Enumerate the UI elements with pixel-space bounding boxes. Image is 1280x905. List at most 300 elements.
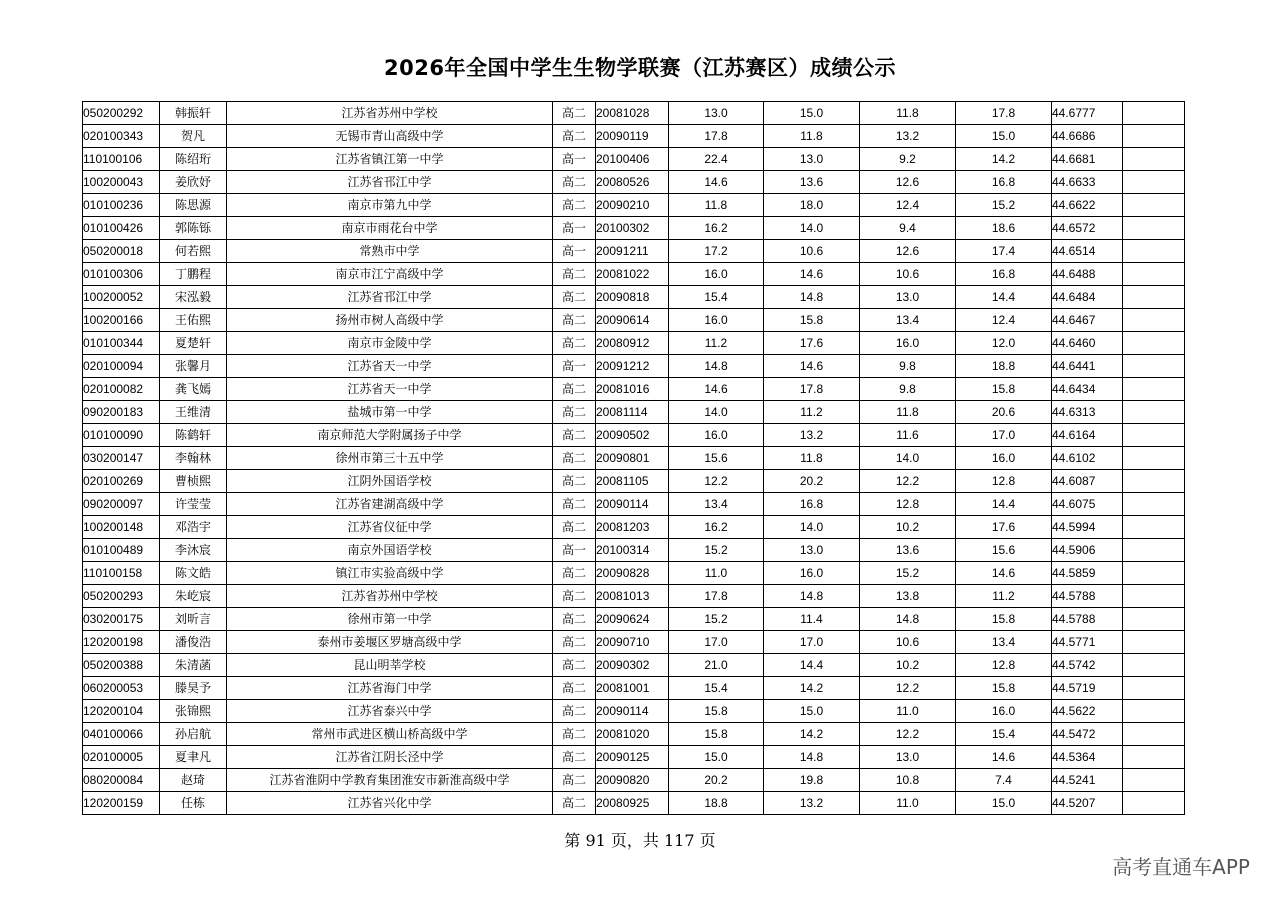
grade-cell: 高二	[553, 608, 596, 631]
school-cell: 南京市雨花台中学	[227, 217, 553, 240]
extra-cell	[1123, 217, 1185, 240]
name-cell: 滕昊予	[160, 677, 227, 700]
student-id-cell: 010100236	[83, 194, 160, 217]
table-row	[83, 171, 1185, 194]
extra-cell	[1123, 378, 1185, 401]
total-score-cell: 44.5207	[1052, 792, 1123, 815]
school-cell: 常州市武进区横山桥高级中学	[227, 723, 553, 746]
score-2-cell: 14.0	[764, 217, 860, 240]
extra-cell	[1123, 631, 1185, 654]
score-1-cell: 14.0	[669, 401, 764, 424]
school-cell: 南京市江宁高级中学	[227, 263, 553, 286]
student-id-cell: 100200166	[83, 309, 160, 332]
score-3-cell: 13.2	[860, 125, 956, 148]
name-cell: 张锦熙	[160, 700, 227, 723]
score-2-cell: 16.8	[764, 493, 860, 516]
total-score-cell: 44.6572	[1052, 217, 1123, 240]
score-2-cell: 18.0	[764, 194, 860, 217]
score-3-cell: 10.8	[860, 769, 956, 792]
score-3-cell: 14.8	[860, 608, 956, 631]
table-row	[83, 746, 1185, 769]
score-1-cell: 21.0	[669, 654, 764, 677]
grade-cell: 高二	[553, 700, 596, 723]
score-1-cell: 15.2	[669, 539, 764, 562]
grade-cell: 高二	[553, 286, 596, 309]
score-1-cell: 15.0	[669, 746, 764, 769]
table-row	[83, 240, 1185, 263]
birthdate-cell: 20090801	[596, 447, 669, 470]
student-id-cell: 120200159	[83, 792, 160, 815]
table-row	[83, 631, 1185, 654]
score-1-cell: 22.4	[669, 148, 764, 171]
student-id-cell: 100200052	[83, 286, 160, 309]
name-cell: 丁鹏程	[160, 263, 227, 286]
total-score-cell: 44.6087	[1052, 470, 1123, 493]
score-1-cell: 11.2	[669, 332, 764, 355]
grade-cell: 高二	[553, 516, 596, 539]
school-cell: 江苏省仪征中学	[227, 516, 553, 539]
birthdate-cell: 20090302	[596, 654, 669, 677]
score-1-cell: 17.8	[669, 125, 764, 148]
total-score-cell: 44.5906	[1052, 539, 1123, 562]
total-score-cell: 44.5859	[1052, 562, 1123, 585]
grade-cell: 高二	[553, 631, 596, 654]
school-cell: 南京师范大学附属扬子中学	[227, 424, 553, 447]
name-cell: 何若熙	[160, 240, 227, 263]
score-3-cell: 14.0	[860, 447, 956, 470]
school-cell: 昆山明莘学校	[227, 654, 553, 677]
student-id-cell: 110100158	[83, 562, 160, 585]
score-2-cell: 14.6	[764, 263, 860, 286]
school-cell: 无锡市青山高级中学	[227, 125, 553, 148]
name-cell: 宋泓毅	[160, 286, 227, 309]
grade-cell: 高二	[553, 677, 596, 700]
score-3-cell: 12.2	[860, 723, 956, 746]
score-3-cell: 13.6	[860, 539, 956, 562]
school-cell: 江苏省江阴长泾中学	[227, 746, 553, 769]
score-3-cell: 13.4	[860, 309, 956, 332]
name-cell: 张馨月	[160, 355, 227, 378]
extra-cell	[1123, 401, 1185, 424]
extra-cell	[1123, 769, 1185, 792]
table-row	[83, 516, 1185, 539]
total-score-cell: 44.6484	[1052, 286, 1123, 309]
birthdate-cell: 20081020	[596, 723, 669, 746]
score-1-cell: 13.0	[669, 102, 764, 125]
total-score-cell: 44.6102	[1052, 447, 1123, 470]
birthdate-cell: 20090828	[596, 562, 669, 585]
student-id-cell: 010100426	[83, 217, 160, 240]
grade-cell: 高二	[553, 792, 596, 815]
score-2-cell: 14.2	[764, 723, 860, 746]
total-score-cell: 44.5994	[1052, 516, 1123, 539]
score-3-cell: 15.2	[860, 562, 956, 585]
score-2-cell: 13.2	[764, 792, 860, 815]
student-id-cell: 100200148	[83, 516, 160, 539]
birthdate-cell: 20091211	[596, 240, 669, 263]
school-cell: 江苏省建湖高级中学	[227, 493, 553, 516]
score-1-cell: 16.0	[669, 263, 764, 286]
school-cell: 徐州市第一中学	[227, 608, 553, 631]
table-row	[83, 102, 1185, 125]
score-1-cell: 15.8	[669, 723, 764, 746]
score-4-cell: 15.0	[956, 125, 1052, 148]
score-4-cell: 15.8	[956, 608, 1052, 631]
name-cell: 夏楚轩	[160, 332, 227, 355]
school-cell: 江苏省兴化中学	[227, 792, 553, 815]
extra-cell	[1123, 677, 1185, 700]
score-2-cell: 11.8	[764, 125, 860, 148]
total-score-cell: 44.5788	[1052, 585, 1123, 608]
score-4-cell: 16.0	[956, 447, 1052, 470]
total-score-cell: 44.6434	[1052, 378, 1123, 401]
score-4-cell: 15.6	[956, 539, 1052, 562]
birthdate-cell: 20081016	[596, 378, 669, 401]
score-4-cell: 12.8	[956, 654, 1052, 677]
score-1-cell: 14.6	[669, 378, 764, 401]
school-cell: 南京市金陵中学	[227, 332, 553, 355]
table-row	[83, 401, 1185, 424]
grade-cell: 高一	[553, 355, 596, 378]
score-3-cell: 12.4	[860, 194, 956, 217]
grade-cell: 高二	[553, 470, 596, 493]
grade-cell: 高二	[553, 424, 596, 447]
score-3-cell: 12.6	[860, 240, 956, 263]
score-4-cell: 18.6	[956, 217, 1052, 240]
score-4-cell: 7.4	[956, 769, 1052, 792]
score-3-cell: 11.0	[860, 792, 956, 815]
score-1-cell: 15.2	[669, 608, 764, 631]
extra-cell	[1123, 125, 1185, 148]
extra-cell	[1123, 171, 1185, 194]
grade-cell: 高一	[553, 240, 596, 263]
birthdate-cell: 20090818	[596, 286, 669, 309]
score-2-cell: 14.0	[764, 516, 860, 539]
table-row	[83, 148, 1185, 171]
score-1-cell: 18.8	[669, 792, 764, 815]
total-score-cell: 44.5742	[1052, 654, 1123, 677]
school-cell: 江苏省镇江第一中学	[227, 148, 553, 171]
score-4-cell: 16.8	[956, 171, 1052, 194]
score-1-cell: 16.0	[669, 309, 764, 332]
name-cell: 龚飞嫣	[160, 378, 227, 401]
score-2-cell: 16.0	[764, 562, 860, 585]
school-cell: 镇江市实验高级中学	[227, 562, 553, 585]
grade-cell: 高二	[553, 263, 596, 286]
school-cell: 江苏省苏州中学校	[227, 102, 553, 125]
score-4-cell: 12.8	[956, 470, 1052, 493]
score-2-cell: 15.0	[764, 700, 860, 723]
school-cell: 江苏省邗江中学	[227, 171, 553, 194]
extra-cell	[1123, 470, 1185, 493]
student-id-cell: 120200104	[83, 700, 160, 723]
total-score-cell: 44.6681	[1052, 148, 1123, 171]
score-3-cell: 10.2	[860, 654, 956, 677]
extra-cell	[1123, 332, 1185, 355]
table-row	[83, 585, 1185, 608]
table-row	[83, 700, 1185, 723]
name-cell: 朱清菡	[160, 654, 227, 677]
total-score-cell: 44.6313	[1052, 401, 1123, 424]
student-id-cell: 120200198	[83, 631, 160, 654]
total-score-cell: 44.6164	[1052, 424, 1123, 447]
school-cell: 江苏省淮阴中学教育集团淮安市新淮高级中学	[227, 769, 553, 792]
table-row	[83, 355, 1185, 378]
table-row	[83, 677, 1185, 700]
school-cell: 江苏省海门中学	[227, 677, 553, 700]
extra-cell	[1123, 792, 1185, 815]
page-title: 2026年全国中学生生物学联赛（江苏赛区）成绩公示	[384, 56, 896, 80]
score-2-cell: 17.8	[764, 378, 860, 401]
score-2-cell: 15.8	[764, 309, 860, 332]
score-1-cell: 16.2	[669, 516, 764, 539]
score-3-cell: 10.6	[860, 631, 956, 654]
grade-cell: 高二	[553, 401, 596, 424]
score-4-cell: 14.4	[956, 493, 1052, 516]
score-4-cell: 18.8	[956, 355, 1052, 378]
school-cell: 徐州市第三十五中学	[227, 447, 553, 470]
name-cell: 许莹莹	[160, 493, 227, 516]
name-cell: 曹桢熙	[160, 470, 227, 493]
name-cell: 朱屹宸	[160, 585, 227, 608]
extra-cell	[1123, 654, 1185, 677]
birthdate-cell: 20081114	[596, 401, 669, 424]
extra-cell	[1123, 723, 1185, 746]
score-4-cell: 15.2	[956, 194, 1052, 217]
name-cell: 陈鹤轩	[160, 424, 227, 447]
score-4-cell: 17.0	[956, 424, 1052, 447]
score-1-cell: 15.6	[669, 447, 764, 470]
score-1-cell: 14.6	[669, 171, 764, 194]
birthdate-cell: 20100406	[596, 148, 669, 171]
score-2-cell: 13.6	[764, 171, 860, 194]
score-2-cell: 11.4	[764, 608, 860, 631]
table-row	[83, 470, 1185, 493]
score-3-cell: 12.6	[860, 171, 956, 194]
birthdate-cell: 20090710	[596, 631, 669, 654]
total-score-cell: 44.6460	[1052, 332, 1123, 355]
score-3-cell: 11.8	[860, 102, 956, 125]
total-score-cell: 44.5472	[1052, 723, 1123, 746]
student-id-cell: 010100489	[83, 539, 160, 562]
name-cell: 孙启航	[160, 723, 227, 746]
school-cell: 江苏省天一中学	[227, 355, 553, 378]
name-cell: 李翰林	[160, 447, 227, 470]
total-score-cell: 44.5622	[1052, 700, 1123, 723]
table-row	[83, 424, 1185, 447]
name-cell: 韩振轩	[160, 102, 227, 125]
extra-cell	[1123, 309, 1185, 332]
score-3-cell: 10.2	[860, 516, 956, 539]
score-3-cell: 13.0	[860, 286, 956, 309]
birthdate-cell: 20100302	[596, 217, 669, 240]
score-3-cell: 13.0	[860, 746, 956, 769]
score-3-cell: 12.2	[860, 470, 956, 493]
table-row	[83, 654, 1185, 677]
extra-cell	[1123, 585, 1185, 608]
table-row	[83, 125, 1185, 148]
name-cell: 陈思源	[160, 194, 227, 217]
student-id-cell: 010100306	[83, 263, 160, 286]
score-2-cell: 14.2	[764, 677, 860, 700]
table-row	[83, 194, 1185, 217]
score-3-cell: 9.8	[860, 355, 956, 378]
score-4-cell: 12.0	[956, 332, 1052, 355]
table-row	[83, 608, 1185, 631]
extra-cell	[1123, 263, 1185, 286]
score-1-cell: 14.8	[669, 355, 764, 378]
grade-cell: 高二	[553, 654, 596, 677]
student-id-cell: 100200043	[83, 171, 160, 194]
total-score-cell: 44.6075	[1052, 493, 1123, 516]
table-row	[83, 378, 1185, 401]
student-id-cell: 050200292	[83, 102, 160, 125]
table-row	[83, 217, 1185, 240]
score-2-cell: 20.2	[764, 470, 860, 493]
name-cell: 郭陈铄	[160, 217, 227, 240]
student-id-cell: 010100344	[83, 332, 160, 355]
total-score-cell: 44.5241	[1052, 769, 1123, 792]
grade-cell: 高二	[553, 562, 596, 585]
score-4-cell: 15.4	[956, 723, 1052, 746]
score-2-cell: 19.8	[764, 769, 860, 792]
score-4-cell: 16.8	[956, 263, 1052, 286]
score-3-cell: 11.6	[860, 424, 956, 447]
score-1-cell: 15.4	[669, 677, 764, 700]
score-1-cell: 15.8	[669, 700, 764, 723]
score-2-cell: 17.6	[764, 332, 860, 355]
page-number: 第 91 页，共 117 页	[564, 831, 716, 850]
score-table	[82, 101, 1185, 815]
table-row	[83, 309, 1185, 332]
grade-cell: 高二	[553, 769, 596, 792]
score-3-cell: 16.0	[860, 332, 956, 355]
student-id-cell: 020100343	[83, 125, 160, 148]
extra-cell	[1123, 516, 1185, 539]
grade-cell: 高二	[553, 493, 596, 516]
table-row	[83, 447, 1185, 470]
score-3-cell: 10.6	[860, 263, 956, 286]
student-id-cell: 060200053	[83, 677, 160, 700]
score-3-cell: 12.2	[860, 677, 956, 700]
grade-cell: 高二	[553, 332, 596, 355]
extra-cell	[1123, 447, 1185, 470]
extra-cell	[1123, 700, 1185, 723]
score-2-cell: 14.6	[764, 355, 860, 378]
table-row	[83, 562, 1185, 585]
birthdate-cell: 20080925	[596, 792, 669, 815]
birthdate-cell: 20080912	[596, 332, 669, 355]
name-cell: 潘俊浩	[160, 631, 227, 654]
total-score-cell: 44.6686	[1052, 125, 1123, 148]
name-cell: 赵琦	[160, 769, 227, 792]
score-4-cell: 12.4	[956, 309, 1052, 332]
total-score-cell: 44.6441	[1052, 355, 1123, 378]
grade-cell: 高二	[553, 723, 596, 746]
extra-cell	[1123, 746, 1185, 769]
score-4-cell: 14.6	[956, 562, 1052, 585]
name-cell: 刘昕言	[160, 608, 227, 631]
score-4-cell: 20.6	[956, 401, 1052, 424]
score-2-cell: 14.4	[764, 654, 860, 677]
birthdate-cell: 20081022	[596, 263, 669, 286]
birthdate-cell: 20090125	[596, 746, 669, 769]
student-id-cell: 030200147	[83, 447, 160, 470]
score-3-cell: 13.8	[860, 585, 956, 608]
grade-cell: 高二	[553, 309, 596, 332]
grade-cell: 高二	[553, 102, 596, 125]
extra-cell	[1123, 424, 1185, 447]
score-3-cell: 12.8	[860, 493, 956, 516]
name-cell: 夏聿凡	[160, 746, 227, 769]
score-4-cell: 15.0	[956, 792, 1052, 815]
total-score-cell: 44.6488	[1052, 263, 1123, 286]
extra-cell	[1123, 355, 1185, 378]
grade-cell: 高一	[553, 148, 596, 171]
score-2-cell: 17.0	[764, 631, 860, 654]
score-1-cell: 15.4	[669, 286, 764, 309]
score-3-cell: 11.0	[860, 700, 956, 723]
score-1-cell: 12.2	[669, 470, 764, 493]
score-2-cell: 13.0	[764, 148, 860, 171]
total-score-cell: 44.6514	[1052, 240, 1123, 263]
grade-cell: 高二	[553, 171, 596, 194]
name-cell: 李沐宸	[160, 539, 227, 562]
score-1-cell: 17.0	[669, 631, 764, 654]
school-cell: 盐城市第一中学	[227, 401, 553, 424]
total-score-cell: 44.5771	[1052, 631, 1123, 654]
score-2-cell: 13.0	[764, 539, 860, 562]
table-row	[83, 792, 1185, 815]
score-2-cell: 14.8	[764, 286, 860, 309]
school-cell: 江阴外国语学校	[227, 470, 553, 493]
birthdate-cell: 20090820	[596, 769, 669, 792]
score-3-cell: 11.8	[860, 401, 956, 424]
student-id-cell: 080200084	[83, 769, 160, 792]
grade-cell: 高二	[553, 447, 596, 470]
score-4-cell: 14.4	[956, 286, 1052, 309]
extra-cell	[1123, 608, 1185, 631]
total-score-cell: 44.6777	[1052, 102, 1123, 125]
score-4-cell: 14.6	[956, 746, 1052, 769]
score-2-cell: 14.8	[764, 746, 860, 769]
table-row	[83, 286, 1185, 309]
score-4-cell: 15.8	[956, 677, 1052, 700]
name-cell: 陈绍珩	[160, 148, 227, 171]
student-id-cell: 020100094	[83, 355, 160, 378]
birthdate-cell: 20081013	[596, 585, 669, 608]
birthdate-cell: 20081028	[596, 102, 669, 125]
name-cell: 王佑熙	[160, 309, 227, 332]
total-score-cell: 44.6633	[1052, 171, 1123, 194]
extra-cell	[1123, 493, 1185, 516]
grade-cell: 高二	[553, 194, 596, 217]
student-id-cell: 020100005	[83, 746, 160, 769]
student-id-cell: 050200018	[83, 240, 160, 263]
birthdate-cell: 20081203	[596, 516, 669, 539]
birthdate-cell: 20090210	[596, 194, 669, 217]
total-score-cell: 44.6467	[1052, 309, 1123, 332]
birthdate-cell: 20090114	[596, 493, 669, 516]
birthdate-cell: 20090502	[596, 424, 669, 447]
birthdate-cell: 20090114	[596, 700, 669, 723]
score-3-cell: 9.8	[860, 378, 956, 401]
birthdate-cell: 20091212	[596, 355, 669, 378]
score-1-cell: 11.8	[669, 194, 764, 217]
school-cell: 江苏省邗江中学	[227, 286, 553, 309]
score-1-cell: 16.0	[669, 424, 764, 447]
school-cell: 南京外国语学校	[227, 539, 553, 562]
